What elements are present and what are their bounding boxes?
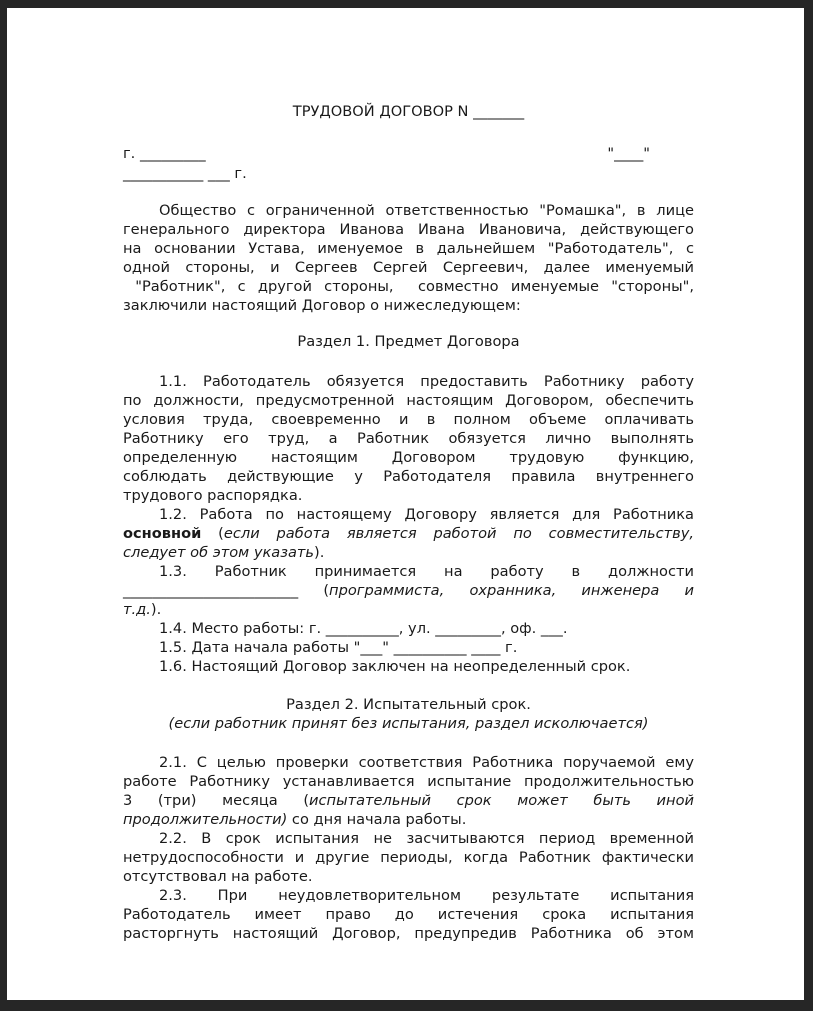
clause-1-3-line: 1.3. Работник принимается на работу в должности [159,563,694,580]
duration-text: 3 (три) месяца ( [123,792,310,809]
clause-2-1-line: работе Работнику устанавливается испытание продолжительностью [123,773,694,790]
preamble-line: одной стороны, и Сергеев Сергей Сергеевич, далее именуемый [123,259,694,276]
preamble-line: заключили настоящий Договор о нижеследующем: [123,297,521,314]
italic-note: программиста, охранника, инженера и [329,582,695,599]
clause-2-3-line: расторгнуть настоящий Договор, предупредив Работника об этом [123,925,694,942]
italic-note: если работа является работой по совместительству, [223,525,694,542]
section-2-heading: Раздел 2. Испытательный срок. [286,696,531,713]
clause-1-2-line: 1.2. Работа по настоящему Договору является для Работника [159,506,694,523]
clause-2-1-line [123,791,694,810]
clause-text: со дня начала работы. [287,811,467,828]
section-2-subheading: (если работник принят без испытания, раздел исколючается) [168,715,649,732]
preamble-line: на основании Устава, именуемое в дальнейшем "Работодатель", с [123,240,694,257]
italic-note: продолжительности) [123,811,288,828]
document-page [7,8,804,1000]
italic-note: следует об этом указать [123,544,315,561]
clause-1-4: 1.4. Место работы: г. __________, ул. _________, оф. ___. [159,620,568,637]
city-field: г. _________ [123,145,206,162]
clause-1-1-line: Работнику его труд, а Работник обязуется лично выполнять [123,430,694,447]
clause-2-2-line: нетрудоспособности и другие периоды, когда Работник фактически [123,849,694,866]
italic-note: т.д. [123,601,151,618]
position-blank: ________________________ [123,582,299,599]
clause-1-2-line [123,524,694,543]
clause-2-2-line: 2.2. В срок испытания не засчитываются период временной [159,830,694,847]
clause-2-3-line: Работодатель имеет право до истечения срока испытания [123,906,694,923]
clause-1-2-line [123,543,694,562]
paren-open: ( [298,582,330,599]
clause-1-1-line: 1.1. Работодатель обязуется предоставить Работнику работу [159,373,694,390]
preamble-line: Общество с ограниченной ответственностью "Ромашка", в лице [159,202,694,219]
section-1-heading: Раздел 1. Предмет Договора [297,333,520,350]
clause-1-1-line: трудового распорядка. [123,487,303,504]
emphasis-main: основной [123,525,202,542]
clause-1-1-line: по должности, предусмотренной настоящим Договором, обеспечить [123,392,694,409]
clause-1-3-line [123,600,694,619]
clause-2-1-line [123,810,694,829]
clause-1-1-line: определенную настоящим Договором трудовую функцию, [123,449,694,466]
clause-1-6: 1.6. Настоящий Договор заключен на неопределенный срок. [159,658,631,675]
clause-2-2-line: отсутствовал на работе. [123,868,313,885]
clause-1-1-line: условия труда, своевременно и в полном объеме оплачивать [123,411,694,428]
document-title: ТРУДОВОЙ ДОГОВОР N _______ [292,103,525,120]
year-field: ___________ ___ г. [123,165,247,182]
clause-1-3-line [123,581,694,600]
preamble-line: "Работник", с другой стороны, совместно именуемые "стороны", [123,278,694,295]
date-field: "____" [607,145,650,162]
paren-close: ). [314,544,325,561]
preamble-line: генерального директора Иванова Ивана Ивановича, действующего [123,221,694,238]
clause-1-5: 1.5. Дата начала работы "___" __________ ____ г. [159,639,518,656]
clause-2-1-line: 2.1. С целью проверки соответствия Работника поручаемой ему [159,754,694,771]
italic-note: испытательный срок может быть иной [309,792,694,809]
clause-2-3-line: 2.3. При неудовлетворительном результате испытания [159,887,694,904]
clause-1-1-line: соблюдать действующие у Работодателя правила внутреннего [123,468,694,485]
paren-open: ( [201,525,224,542]
paren-close: ). [150,601,162,618]
